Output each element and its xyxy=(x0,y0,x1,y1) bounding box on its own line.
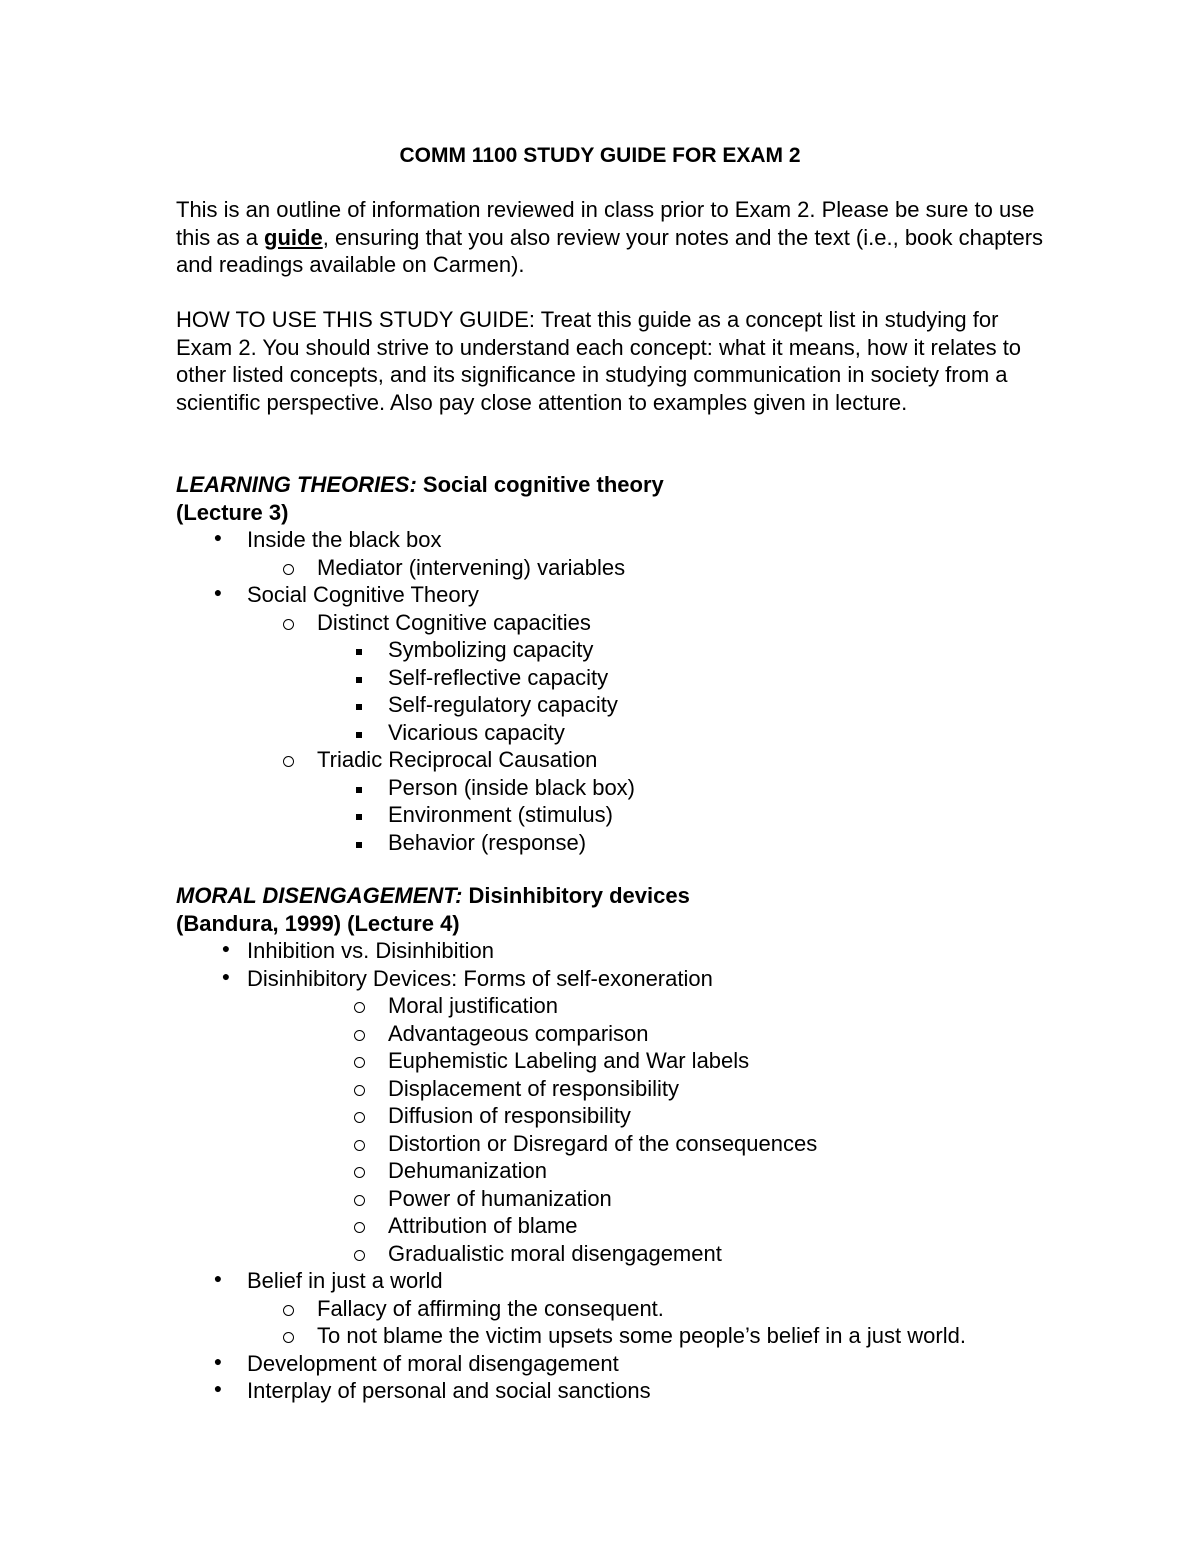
list-item-text: Inhibition vs. Disinhibition xyxy=(247,938,495,963)
bullet-circle-icon xyxy=(283,619,294,630)
list-item-text: Fallacy of affirming the consequent. xyxy=(317,1295,664,1321)
list-item-text: Symbolizing capacity xyxy=(388,637,594,662)
bullet-square-icon xyxy=(356,814,362,820)
list-item xyxy=(176,1185,1056,1213)
list-item xyxy=(176,664,1056,692)
bullet-dot-icon: ● xyxy=(213,1270,223,1286)
bullet-dot-icon: ● xyxy=(213,584,223,600)
list-item xyxy=(176,691,1056,719)
list-item xyxy=(176,1130,1056,1158)
list-item xyxy=(176,609,1056,637)
list-item xyxy=(176,774,1056,802)
moral-disengagement-section xyxy=(176,882,1056,1405)
list-item-text: Triadic Reciprocal Causation xyxy=(317,747,598,772)
section-heading xyxy=(176,882,1056,910)
bullet-dot-icon: ● xyxy=(221,940,231,956)
bullet-square-icon xyxy=(356,787,362,793)
list-item-text: Interplay of personal and social sanctions xyxy=(247,1378,651,1403)
how-to-text: HOW TO USE THIS STUDY GUIDE: Treat this guide as a concept list in studying for Exam 2. You should strive to understand each concept: what it means, how it relates to other listed concepts, and its significance in studying communication in society from a scientific perspective. Also pay close attention to examples given in lecture. xyxy=(176,307,1022,415)
list-item-text: Power of humanization xyxy=(388,1185,612,1211)
bullet-circle-icon xyxy=(354,1140,365,1151)
section-heading-rest: Social cognitive theory xyxy=(416,472,664,497)
list-item xyxy=(176,1240,1056,1268)
list-item xyxy=(176,746,1056,774)
bullet-circle-icon xyxy=(354,1167,365,1178)
list-item-text: Diffusion of responsibility xyxy=(388,1103,631,1128)
section-heading xyxy=(176,471,1056,499)
list-item-text: Dehumanization xyxy=(388,1158,547,1183)
bullet-dot-icon: ● xyxy=(213,1352,223,1369)
section-subheading: (Bandura, 1999) (Lecture 4) xyxy=(176,910,460,936)
bullet-dot-icon: ● xyxy=(213,1380,223,1396)
how-to-paragraph xyxy=(176,306,1056,416)
section-heading-italic: MORAL DISENGAGEMENT: xyxy=(176,883,463,908)
list-item xyxy=(176,1075,1056,1103)
intro-paragraph xyxy=(176,196,1056,279)
guide-emphasis: guide xyxy=(264,224,323,250)
list-item xyxy=(176,1295,1056,1323)
list-item xyxy=(176,829,1056,857)
list-item-text: Social Cognitive Theory xyxy=(247,582,479,607)
bullet-circle-icon xyxy=(283,1305,294,1316)
list-item xyxy=(176,1157,1056,1185)
list-item-text: Moral justification xyxy=(388,993,558,1018)
list-item xyxy=(176,526,1056,554)
list-item xyxy=(176,937,1056,965)
list-item xyxy=(176,554,1056,582)
bullet-circle-icon xyxy=(283,756,294,767)
bullet-square-icon xyxy=(356,677,362,683)
list-item-text: Person (inside black box) xyxy=(388,774,636,800)
list-item xyxy=(176,1377,1056,1405)
list-item xyxy=(176,1267,1056,1295)
list-item xyxy=(176,965,1056,993)
intro-text-1: This is an outline of information reviewed in class prior to Exam 2. Please be sure to use this as a xyxy=(176,197,1035,250)
bullet-circle-icon xyxy=(354,1250,365,1261)
list-item xyxy=(176,1322,1056,1350)
list-item xyxy=(176,636,1056,664)
bullet-circle-icon xyxy=(283,564,294,575)
list-item xyxy=(176,1102,1056,1130)
list-item xyxy=(176,719,1056,747)
section-heading-rest: Disinhibitory devices xyxy=(462,883,690,908)
list-item-text: Gradualistic moral disengagement xyxy=(388,1240,722,1266)
bullet-square-icon xyxy=(356,704,362,710)
bullet-circle-icon xyxy=(354,1222,365,1233)
bullet-circle-icon xyxy=(354,1085,365,1096)
list-item-text: Distinct Cognitive capacities xyxy=(317,609,591,635)
list-item-text: Euphemistic Labeling and War labels xyxy=(388,1048,750,1073)
bullet-square-icon xyxy=(356,732,362,738)
section-subheading: (Lecture 3) xyxy=(176,499,289,525)
list-item-text: Mediator (intervening) variables xyxy=(317,554,626,580)
bullet-circle-icon xyxy=(354,1112,365,1123)
section-heading-italic: LEARNING THEORIES: xyxy=(176,472,417,497)
bullet-dot-icon: ● xyxy=(213,529,223,545)
list-item-text: Development of moral disengagement xyxy=(247,1350,619,1376)
list-item-text: Vicarious capacity xyxy=(388,719,565,745)
list-item-text: To not blame the victim upsets some people’s belief in a just world. xyxy=(317,1323,966,1348)
list-item xyxy=(176,1020,1056,1048)
list-item xyxy=(176,992,1056,1020)
list-item-text: Advantageous comparison xyxy=(388,1020,649,1046)
list-item-text: Belief in just a world xyxy=(247,1268,443,1293)
list-item xyxy=(176,1350,1056,1378)
page-title: COMM 1100 STUDY GUIDE FOR EXAM 2 xyxy=(399,144,801,167)
list-item-text: Attribution of blame xyxy=(388,1213,578,1238)
bullet-circle-icon xyxy=(283,1332,294,1343)
bullet-square-icon xyxy=(356,649,362,655)
bullet-circle-icon xyxy=(354,1057,365,1068)
list-item xyxy=(176,1047,1056,1075)
bullet-dot-icon: ● xyxy=(221,967,231,984)
list-item xyxy=(176,1212,1056,1240)
intro-text-2: , ensuring that you also review your notes and the text (i.e., book chapters and readings available on Carmen). xyxy=(176,224,1044,277)
list-item-text: Inside the black box xyxy=(247,527,442,552)
list-item-text: Self-reflective capacity xyxy=(388,664,609,690)
list-item-text: Displacement of responsibility xyxy=(388,1075,680,1101)
bullet-square-icon xyxy=(356,842,362,848)
list-item-text: Distortion or Disregard of the consequences xyxy=(388,1130,818,1156)
list-item-text: Environment (stimulus) xyxy=(388,802,613,827)
bullet-circle-icon xyxy=(354,1195,365,1206)
list-item xyxy=(176,581,1056,609)
list-item xyxy=(176,801,1056,829)
list-item-text: Self-regulatory capacity xyxy=(388,692,618,717)
list-item-text: Behavior (response) xyxy=(388,829,587,855)
bullet-circle-icon xyxy=(354,1030,365,1041)
learning-theories-section xyxy=(176,471,1056,856)
list-item-text: Disinhibitory Devices: Forms of self-exoneration xyxy=(247,965,713,991)
bullet-circle-icon xyxy=(354,1002,365,1013)
